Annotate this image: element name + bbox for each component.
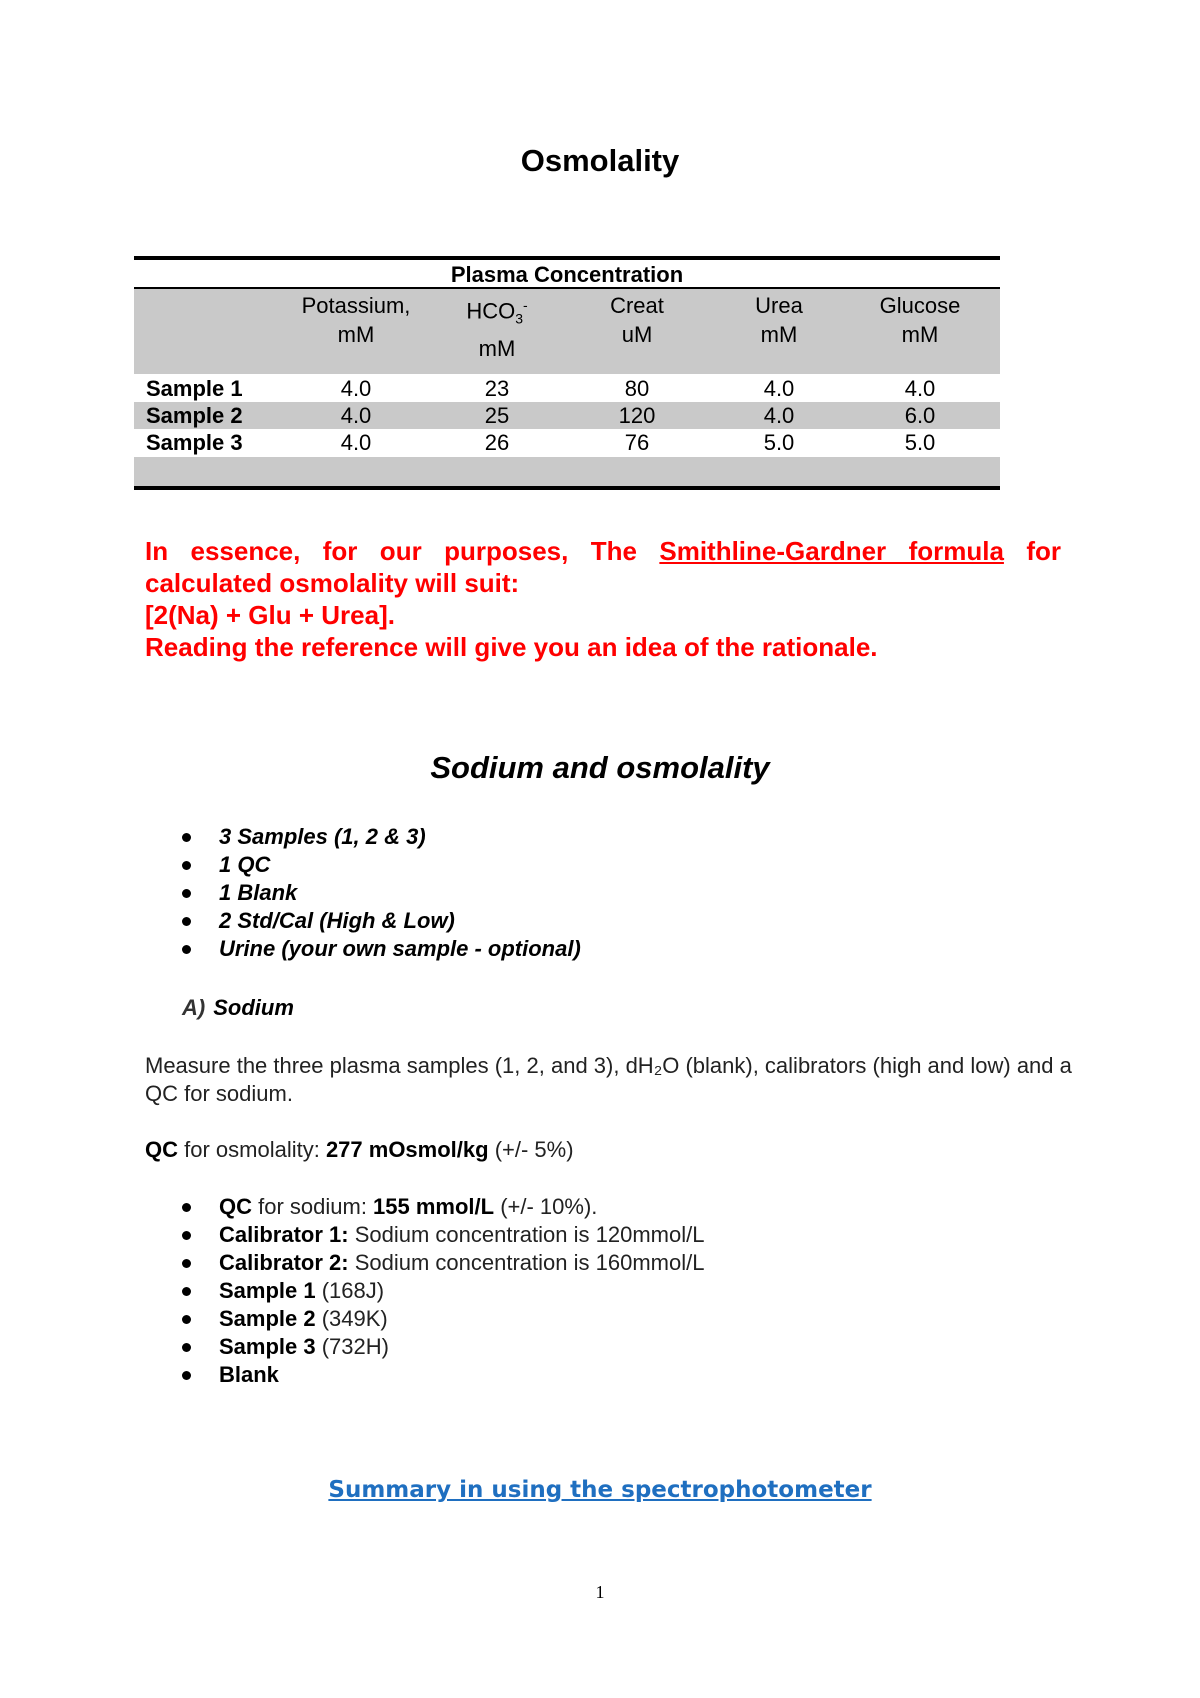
row-label: Sample 1	[146, 376, 243, 401]
row-label: Sample 3	[146, 430, 243, 455]
list-item	[182, 935, 581, 963]
column-header-line: Creat	[610, 293, 664, 318]
list-item-label: Sample 1	[219, 1278, 316, 1303]
list-item-text: (349K)	[315, 1306, 388, 1331]
list-item-text: Sodium concentration is 160mmol/L	[348, 1250, 705, 1275]
list-item	[182, 1221, 704, 1249]
table-cell: 5.0	[763, 430, 795, 455]
note-line-2: calculated osmolality will suit:	[145, 568, 520, 598]
formula-note	[145, 535, 1061, 663]
column-header-urea	[709, 291, 849, 349]
list-item	[182, 1305, 704, 1333]
sodium-list	[182, 1193, 704, 1389]
table-row	[134, 402, 1000, 429]
qc-label: QC	[145, 1137, 178, 1162]
list-item	[182, 1193, 704, 1221]
qc-osmolality-line	[145, 1136, 1075, 1164]
list-item-label: Calibrator 2:	[219, 1250, 349, 1275]
column-header-subscript: 3	[515, 310, 523, 327]
list-item	[182, 907, 581, 935]
bullet-icon	[182, 1259, 191, 1268]
list-item-value: 155 mmol/L	[373, 1194, 495, 1219]
page-number: 1	[595, 1582, 605, 1602]
table-cell: 76	[624, 430, 650, 455]
note-line-3: [2(Na) + Glu + Urea].	[145, 600, 395, 630]
column-header-unit: mM	[337, 322, 375, 347]
section-title: Sodium and osmolality	[430, 750, 770, 785]
list-item-text: 3 Samples (1, 2 & 3)	[219, 824, 426, 849]
list-item	[182, 1333, 704, 1361]
qc-text: for osmolality:	[178, 1137, 326, 1162]
column-header-line: Urea	[755, 293, 803, 318]
column-header-unit: mM	[901, 322, 939, 347]
summary-link[interactable]: Summary in using the spectrophotometer	[328, 1477, 872, 1503]
table-row	[134, 375, 1000, 402]
list-item-text: (732H)	[315, 1334, 389, 1359]
list-item-label: Sample 3	[219, 1334, 316, 1359]
materials-list	[182, 823, 581, 963]
table-cell: 23	[484, 376, 510, 401]
list-item-label: Calibrator 1:	[219, 1222, 349, 1247]
table-cell: 120	[618, 403, 656, 428]
table-cell: 4.0	[763, 376, 795, 401]
column-header-line: Glucose	[879, 293, 961, 318]
bullet-icon	[182, 833, 191, 842]
table-cell: 6.0	[904, 403, 936, 428]
column-header-unit: uM	[621, 322, 653, 347]
table-row	[134, 429, 1000, 456]
smithline-gardner-link[interactable]: Smithline-Gardner formula	[659, 536, 1004, 566]
column-header-superscript: -	[523, 297, 528, 313]
column-header-glucose	[850, 291, 990, 349]
list-item-text: Sodium concentration is 120mmol/L	[348, 1222, 705, 1247]
bullet-icon	[182, 917, 191, 926]
qc-tolerance: (+/- 5%)	[488, 1137, 574, 1162]
note-line-1	[145, 535, 1061, 567]
table-cell: 26	[484, 430, 510, 455]
note-text: for	[1026, 536, 1061, 566]
table-cell: 4.0	[763, 403, 795, 428]
bullet-icon	[182, 1343, 191, 1352]
list-item-text: 1 Blank	[219, 880, 298, 905]
bullet-icon	[182, 1371, 191, 1380]
bullet-icon	[182, 1315, 191, 1324]
table-cell: 80	[624, 376, 650, 401]
table-heading: Plasma Concentration	[450, 262, 684, 287]
measure-paragraph: Measure the three plasma samples (1, 2, and 3), dH₂O (blank), calibrators (high and low) and a QC for sodium.	[145, 1053, 1072, 1106]
note-line-4: Reading the reference will give you an idea of the rationale.	[145, 632, 878, 662]
table-cell: 4.0	[904, 376, 936, 401]
table-cell: 4.0	[340, 430, 372, 455]
note-text: In essence, for our purposes, The	[145, 536, 637, 566]
list-item	[182, 1277, 704, 1305]
row-label: Sample 2	[146, 403, 243, 428]
list-item-text: Urine (your own sample - optional)	[219, 936, 581, 961]
table-cell: 4.0	[340, 376, 372, 401]
subsection-heading	[182, 995, 294, 1021]
list-item	[182, 1361, 704, 1389]
column-header-creat	[567, 291, 707, 349]
table-cell: 4.0	[340, 403, 372, 428]
column-header-unit: mM	[760, 322, 798, 347]
bullet-icon	[182, 1287, 191, 1296]
list-item-label: Blank	[219, 1362, 279, 1387]
bullet-icon	[182, 861, 191, 870]
column-header-line	[427, 291, 567, 334]
column-header-potassium	[286, 291, 426, 349]
list-item-text: 1 QC	[219, 852, 271, 877]
bullet-icon	[182, 1231, 191, 1240]
list-item	[182, 879, 581, 907]
subsection-title: Sodium	[213, 995, 294, 1020]
qc-value: 277 mOsmol/kg	[325, 1137, 489, 1162]
list-item	[182, 851, 581, 879]
list-item-text: (168J)	[315, 1278, 385, 1303]
table-cell: 25	[484, 403, 510, 428]
column-header-hco3	[427, 291, 567, 363]
list-item-text: 2 Std/Cal (High & Low)	[219, 908, 455, 933]
list-item	[182, 823, 581, 851]
table-cell: 5.0	[904, 430, 936, 455]
table-bottom-rule	[134, 486, 1000, 490]
bullet-icon	[182, 945, 191, 954]
list-item-label: QC	[219, 1194, 252, 1219]
column-header-text: HCO	[466, 298, 516, 324]
list-item-label: Sample 2	[219, 1306, 316, 1331]
column-header-unit: mM	[478, 335, 516, 361]
list-item-tolerance: (+/- 10%).	[494, 1194, 598, 1219]
list-item-text: for sodium:	[252, 1194, 374, 1219]
subsection-letter: A)	[182, 995, 206, 1020]
list-item	[182, 1249, 704, 1277]
bullet-icon	[182, 889, 191, 898]
page-title: Osmolality	[520, 143, 680, 178]
plasma-concentration-table	[134, 256, 1000, 490]
table-footer-band	[134, 457, 1000, 486]
bullet-icon	[182, 1203, 191, 1212]
column-header-line: Potassium,	[301, 293, 411, 318]
